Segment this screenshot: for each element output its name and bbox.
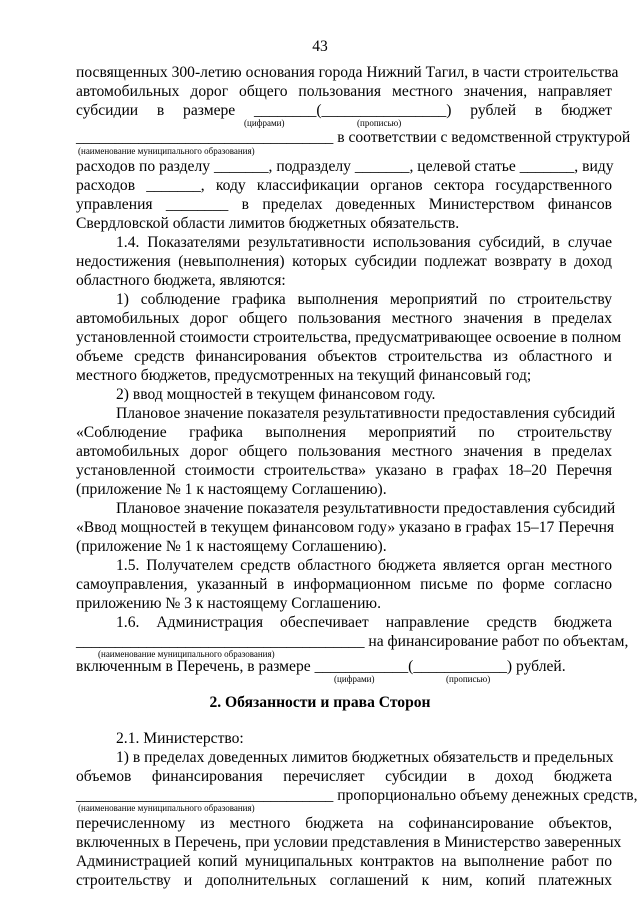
text-line: 1.6. Администрация обеспечивает направление средств бюджета <box>116 614 612 631</box>
text-line: Плановое значение показателя результативности предоставления субсидий <box>116 405 616 422</box>
text-line: установленной стоимости строительства, предусматривающее освоение в полном <box>76 329 622 346</box>
caption-municipality: (наименование муниципального образования) <box>78 146 255 156</box>
text-line: перечисленному из местного бюджета на софинансирование объектов, <box>76 815 612 832</box>
caption-digits: (цифрами) <box>244 118 285 128</box>
text-line: расходов по разделу _______, подразделу _______, целевой статье _______, виду <box>76 158 614 175</box>
section-heading: 2. Обязанности и права Сторон <box>209 694 431 711</box>
text-line: (приложение № 1 к настоящему Соглашению). <box>76 538 387 555</box>
text-line: _____________________________________ на финансирование работ по объектам, <box>76 633 629 650</box>
caption-words: (прописью) <box>357 118 402 128</box>
text-line: автомобильных дорог общего пользования местного значения в пределах <box>76 443 612 460</box>
text-line: областного бюджета, являются: <box>76 272 286 289</box>
text-line: Администрацией копий муниципальных контрактов на выполнение работ по <box>76 853 612 870</box>
text-line: самоуправления, указанный в информационном письме по форме согласно <box>76 576 612 593</box>
text-line: включенным в Перечень, в размере ____________(____________) рублей. <box>76 658 566 675</box>
text-line: 1.4. Показателями результативности использования субсидий, в случае <box>116 234 612 251</box>
text-line: субсидии в размере ________(________________) рублей в бюджет <box>76 102 612 119</box>
text-line: 2.1. Министерство: <box>116 730 244 747</box>
text-line: Свердловской области лимитов бюджетных обязательств. <box>76 215 460 232</box>
text-line: 2) ввод мощностей в текущем финансовом году. <box>116 386 436 403</box>
text-line: Плановое значение показателя результативности предоставления субсидий <box>116 500 616 517</box>
text-line: посвященных 300-летию основания города Нижний Тагил, в части строительства <box>76 64 619 81</box>
caption-municipality: (наименование муниципального образования) <box>78 803 255 813</box>
text-line: объемов финансирования перечисляет субсидии в доход бюджета <box>76 768 612 785</box>
text-line: местного бюджетов, предусмотренных на текущий финансовый год; <box>76 367 532 384</box>
text-line: автомобильных дорог общего пользования местного значения в пределах <box>76 310 612 327</box>
text-line: 1) соблюдение графика выполнения мероприятий по строительству <box>116 291 612 308</box>
caption-municipality: (наименование муниципального образования) <box>98 649 275 659</box>
text-line: «Ввод мощностей в текущем финансовом году» указано в графах 15–17 Перечня <box>76 519 615 536</box>
text-line: управления ________ в пределах доведенных Министерством финансов <box>76 196 612 213</box>
text-line: расходов _______, коду классификации органов сектора государственного <box>76 177 612 194</box>
text-line: приложению № 3 к настоящему Соглашению. <box>76 595 381 612</box>
text-line: включенных в Перечень, при условии представления в Министерство заверенных <box>76 834 622 851</box>
text-line: автомобильных дорог общего пользования местного значения, направляет <box>76 83 612 100</box>
text-line: установленной стоимости строительства» указано в графах 18–20 Перечня <box>76 462 612 479</box>
text-line: недостижения (невыполнения) которых субсидии подлежат возврату в доход <box>76 253 612 270</box>
caption-words: (прописью) <box>446 674 491 684</box>
caption-digits: (цифрами) <box>334 674 375 684</box>
page-number: 43 <box>312 38 328 55</box>
text-line: _________________________________ пропорционально объему денежных средств, <box>76 787 638 804</box>
text-line: «Соблюдение графика выполнения мероприятий по строительству <box>76 424 612 441</box>
text-line: (приложение № 1 к настоящему Соглашению). <box>76 481 387 498</box>
text-line: строительству и дополнительных соглашений к ним, копий платежных <box>76 872 612 889</box>
text-line: _________________________________ в соответствии с ведомственной структурой <box>76 129 631 146</box>
text-line: 1) в пределах доведенных лимитов бюджетных обязательств и предельных <box>116 749 614 766</box>
text-line: объеме средств финансирования объектов строительства из областного и <box>76 348 612 365</box>
text-line: 1.5. Получателем средств областного бюджета является орган местного <box>116 557 612 574</box>
